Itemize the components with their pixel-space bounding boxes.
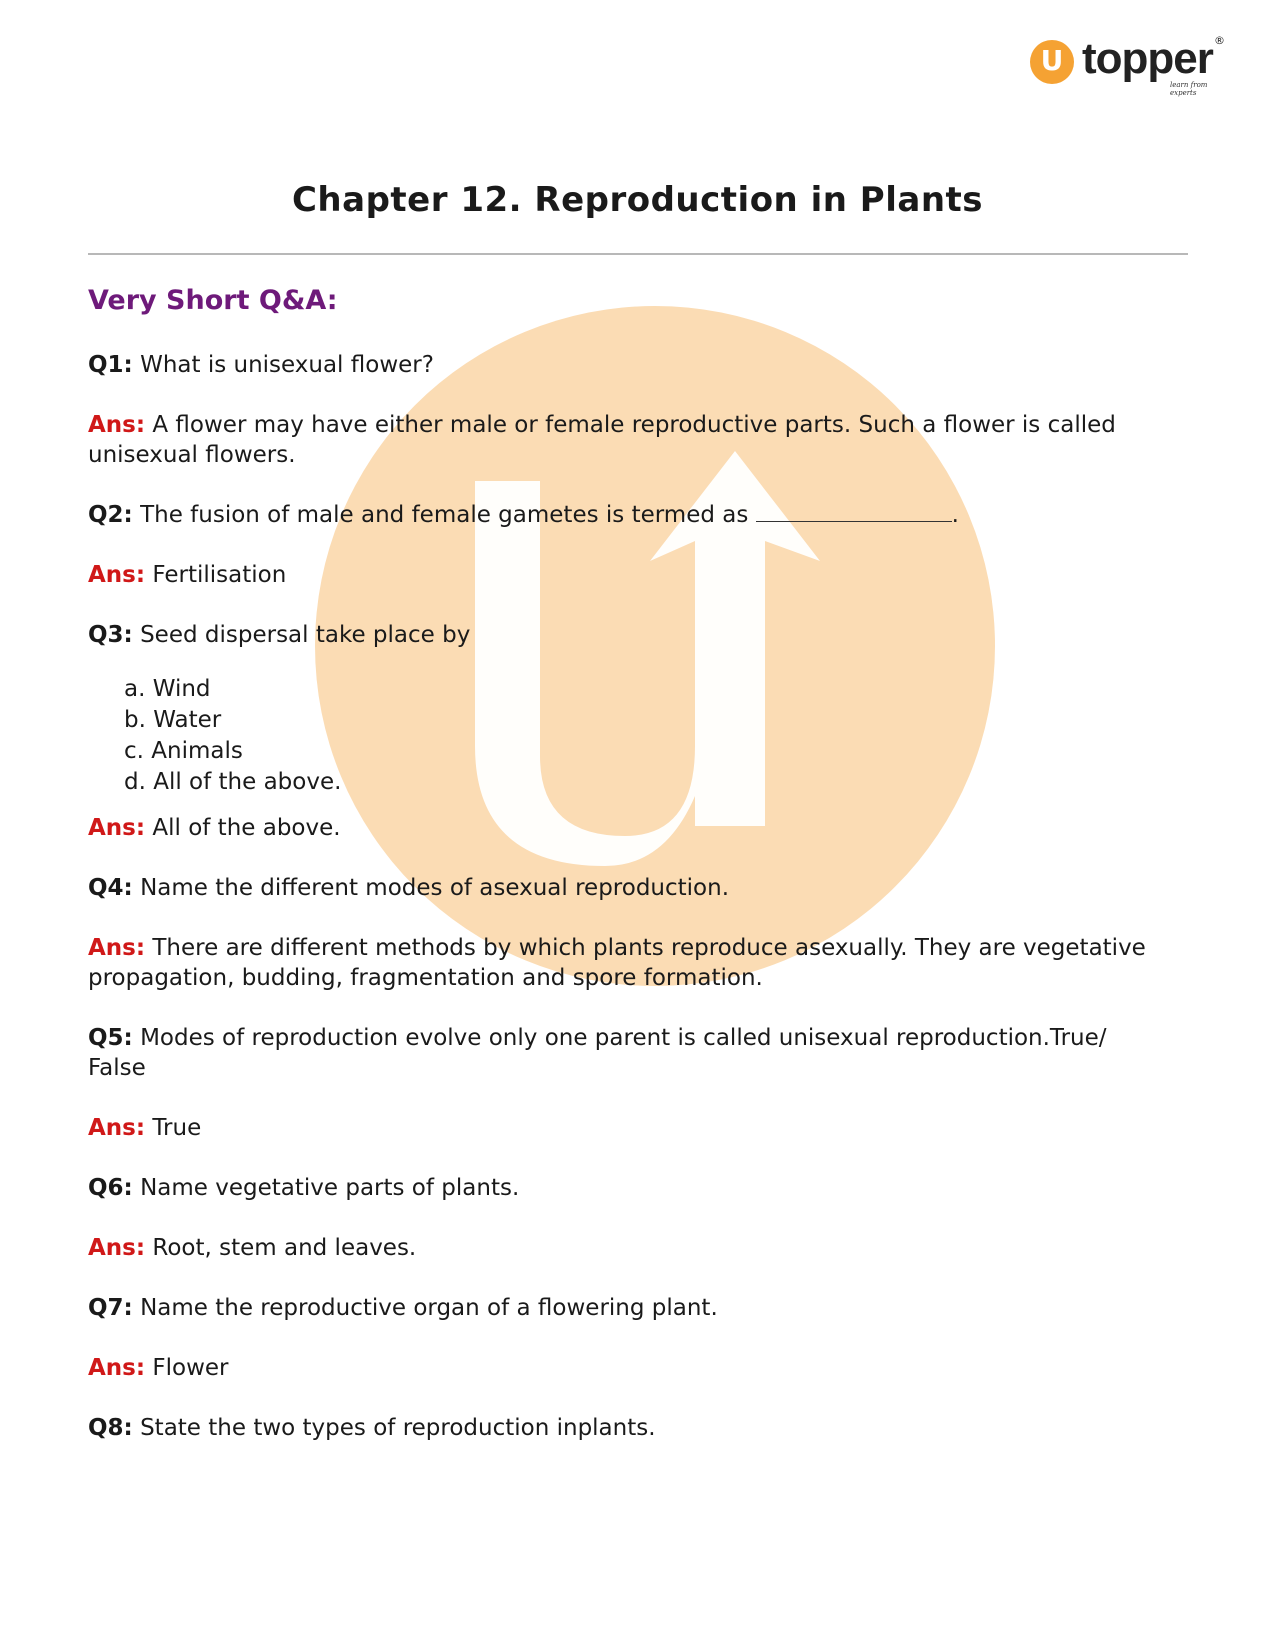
question-1 bbox=[88, 350, 434, 380]
question-end: . bbox=[951, 502, 959, 528]
option-d: d. All of the above. bbox=[124, 769, 342, 795]
question-8 bbox=[88, 1413, 656, 1443]
answer-label: Ans: bbox=[88, 412, 146, 438]
question-text: The fusion of male and female gametes is termed as bbox=[140, 502, 749, 528]
answer-label: Ans: bbox=[88, 1115, 146, 1141]
page-title: Chapter 12. Reproduction in Plants bbox=[291, 180, 984, 220]
answer-1-continued: unisexual flowers. bbox=[88, 442, 296, 468]
question-text: State the two types of reproduction inplants. bbox=[140, 1415, 656, 1441]
question-4 bbox=[88, 873, 729, 903]
question-label: Q6: bbox=[88, 1175, 133, 1201]
logo-brand-text: topper bbox=[1082, 34, 1213, 83]
answer-text: All of the above. bbox=[152, 815, 341, 841]
answer-5 bbox=[88, 1113, 201, 1143]
question-2 bbox=[88, 500, 959, 530]
answer-text: True bbox=[152, 1115, 202, 1141]
answer-4-continued: propagation, budding, fragmentation and spore formation. bbox=[88, 965, 763, 991]
question-text: Name vegetative parts of plants. bbox=[140, 1175, 520, 1201]
answer-text: A flower may have either male or female reproductive parts. Such a flower is called bbox=[152, 412, 1116, 438]
section-heading: Very Short Q&A: bbox=[88, 285, 338, 316]
answer-label: Ans: bbox=[88, 1235, 146, 1261]
topper-logo bbox=[1030, 34, 1235, 97]
answer-label: Ans: bbox=[88, 1355, 146, 1381]
answer-2 bbox=[88, 560, 286, 590]
answer-3 bbox=[88, 813, 341, 843]
question-label: Q7: bbox=[88, 1295, 133, 1321]
answer-label: Ans: bbox=[88, 815, 146, 841]
option-a: a. Wind bbox=[124, 676, 211, 702]
question-6 bbox=[88, 1173, 519, 1203]
question-3-options bbox=[124, 674, 341, 798]
answer-1 bbox=[88, 410, 1116, 440]
answer-text: Flower bbox=[152, 1355, 229, 1381]
option-b: b. Water bbox=[124, 707, 222, 733]
title-divider bbox=[88, 253, 1188, 255]
logo-registered-mark: ® bbox=[1214, 34, 1225, 47]
question-5-continued: False bbox=[88, 1055, 146, 1081]
question-label: Q3: bbox=[88, 622, 133, 648]
question-label: Q2: bbox=[88, 502, 133, 528]
answer-text: There are different methods by which plants reproduce asexually. They are vegetative bbox=[152, 935, 1146, 961]
question-text: Modes of reproduction evolve only one parent is called unisexual reproduction.True/ bbox=[140, 1025, 1107, 1051]
question-text: Name the different modes of asexual reproduction. bbox=[140, 875, 730, 901]
question-3 bbox=[88, 620, 470, 650]
question-5 bbox=[88, 1023, 1107, 1053]
answer-6 bbox=[88, 1233, 416, 1263]
answer-label: Ans: bbox=[88, 935, 146, 961]
answer-label: Ans: bbox=[88, 562, 146, 588]
question-label: Q1: bbox=[88, 352, 133, 378]
question-label: Q5: bbox=[88, 1025, 133, 1051]
answer-7 bbox=[88, 1353, 228, 1383]
question-text: Seed dispersal take place by bbox=[140, 622, 471, 648]
answer-text: Root, stem and leaves. bbox=[152, 1235, 417, 1261]
fill-in-blank bbox=[756, 501, 952, 522]
logo-u-mark: U bbox=[1030, 40, 1074, 84]
logo-tagline: learn from experts bbox=[1170, 81, 1208, 97]
answer-text: Fertilisation bbox=[152, 562, 287, 588]
question-text: What is unisexual flower? bbox=[140, 352, 434, 378]
question-label: Q8: bbox=[88, 1415, 133, 1441]
question-text: Name the reproductive organ of a flowering plant. bbox=[140, 1295, 718, 1321]
question-label: Q4: bbox=[88, 875, 133, 901]
question-7 bbox=[88, 1293, 718, 1323]
answer-4 bbox=[88, 933, 1146, 963]
option-c: c. Animals bbox=[124, 738, 243, 764]
